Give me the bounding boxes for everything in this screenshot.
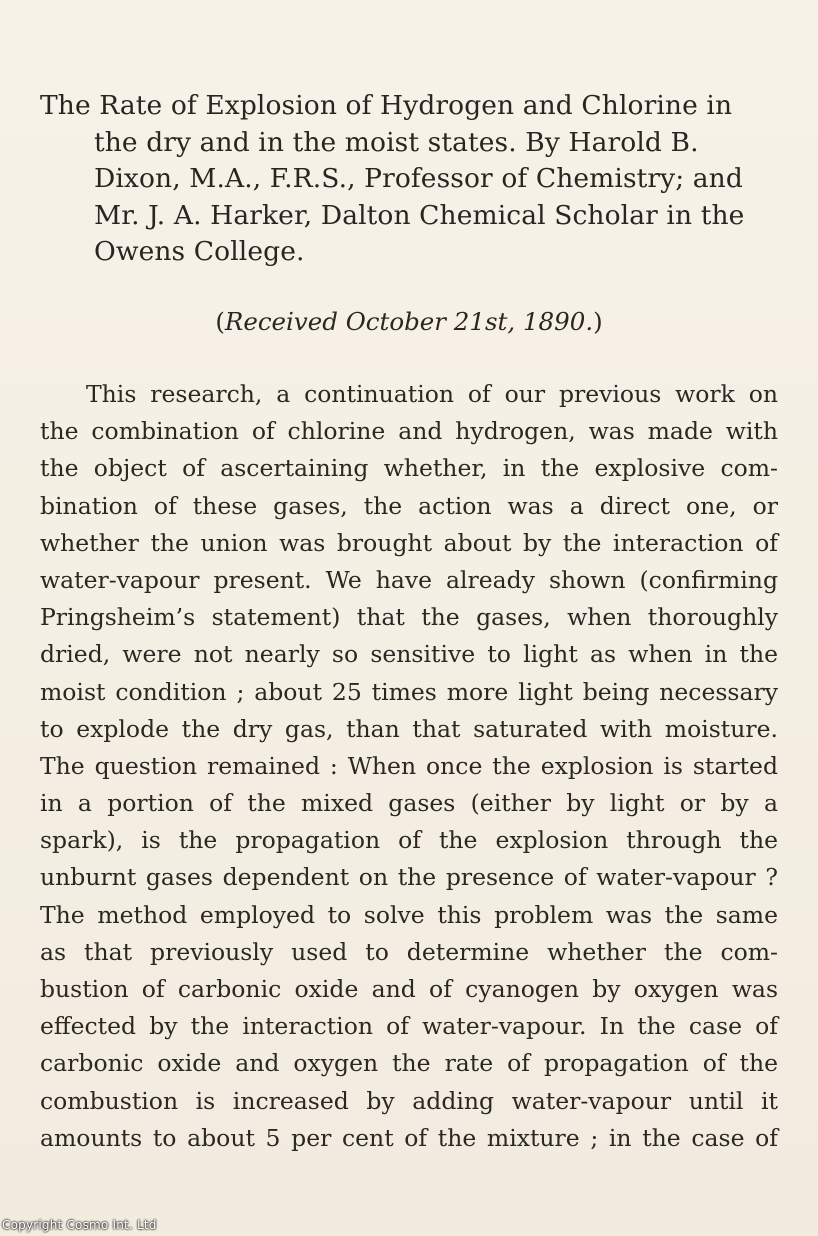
body-line: to explode the dry gas, than that saturated with moisture. (40, 714, 778, 743)
body-line: the object of ascertaining whether, in the explosive com- (40, 454, 778, 483)
body-line: as that previously used to determine whether the com- (40, 937, 778, 966)
body-line: effected by the interaction of water-vapour. In the case of (40, 1012, 778, 1041)
article-title (40, 88, 780, 271)
body-line: whether the union was brought about by the interaction of (40, 528, 778, 557)
received-close-paren: ) (593, 307, 603, 336)
copyright-watermark: Copyright Cosmo Int. Ltd (2, 1218, 157, 1232)
received-date (0, 304, 818, 340)
body-line: in a portion of the mixed gases (either by light or by a (40, 789, 778, 818)
body-line: the combination of chlorine and hydrogen, was made with (40, 417, 778, 446)
body-line: bustion of carbonic oxide and of cyanogen by oxygen was (40, 975, 778, 1003)
body-line: dried, were not nearly so sensitive to light as when in the (40, 640, 778, 669)
received-label: Received October 21st, (224, 307, 516, 336)
body-paragraph (40, 376, 778, 1157)
body-line: The question remained : When once the explosion is started (40, 751, 778, 780)
body-line: water-vapour present. We have already shown (confirming (40, 565, 778, 594)
received-open-paren: ( (215, 307, 225, 336)
body-line: moist condition ; about 25 times more light being necessary (40, 677, 778, 706)
title-line: Owens College. (94, 236, 305, 267)
body-line: bination of these gases, the action was a direct one, or (40, 491, 778, 520)
title-line: the dry and in the moist states. By Harold B. (94, 126, 699, 158)
body-line: carbonic oxide and oxygen the rate of propagation of the (40, 1049, 778, 1078)
body-line: The method employed to solve this problem was the same (40, 900, 778, 929)
title-line: Dixon, M.A., F.R.S., Professor of Chemistry; and (94, 163, 743, 194)
body-line: Pringsheim’s statement) that the gases, when thoroughly (40, 603, 778, 632)
title-line: Mr. J. A. Harker, Dalton Chemical Scholar in the (94, 199, 745, 231)
title-line: The Rate of Explosion of Hydrogen and Chlorine in (40, 90, 733, 121)
received-year: 1890. (522, 307, 594, 336)
body-line: This research, a continuation of our previous work on (86, 380, 778, 408)
body-line: combustion is increased by adding water-vapour until it (40, 1086, 778, 1115)
body-line: unburnt gases dependent on the presence of water-vapour ? (40, 863, 778, 892)
body-line: spark), is the propagation of the explosion through the (40, 826, 778, 855)
body-line: amounts to about 5 per cent of the mixture ; in the case of (40, 1123, 778, 1152)
